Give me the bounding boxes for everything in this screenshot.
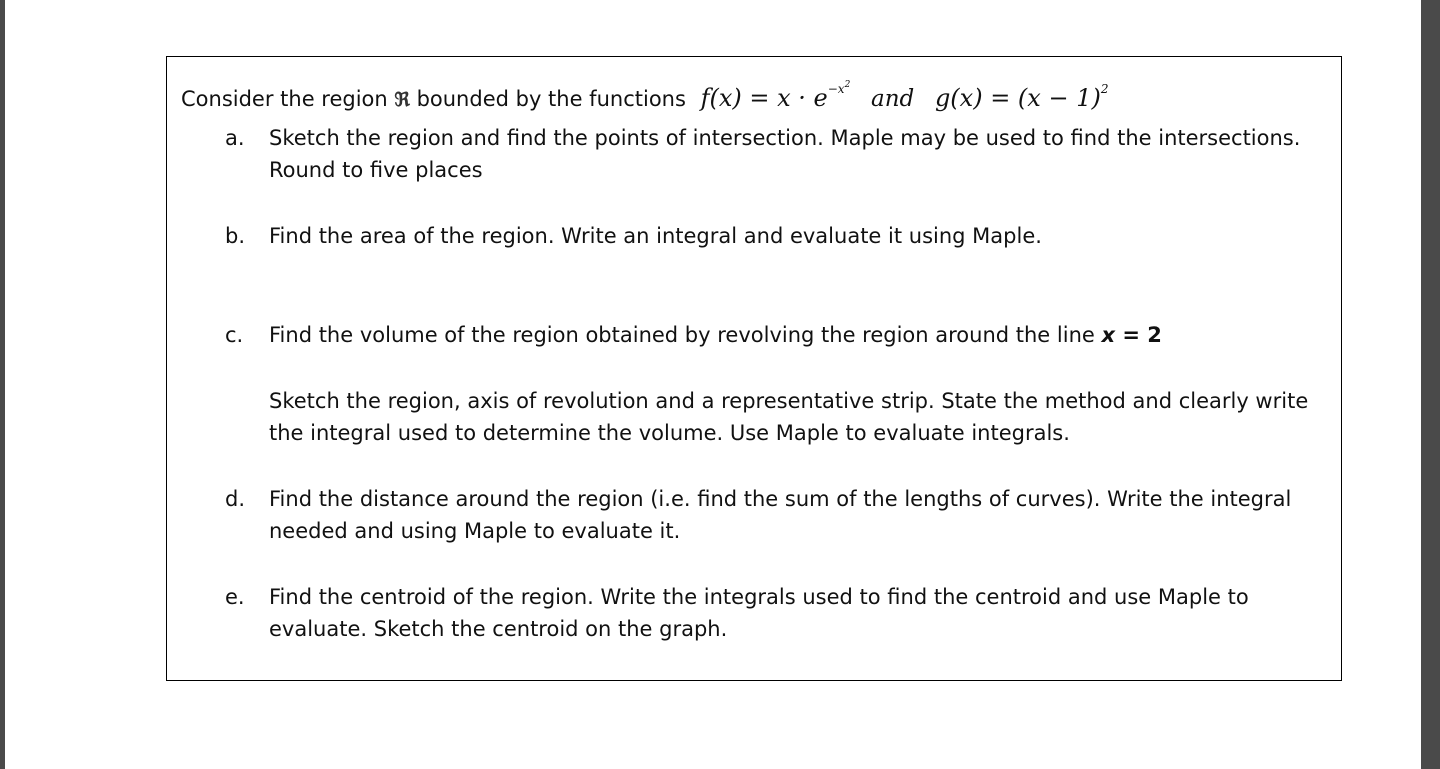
problem-intro	[181, 69, 1108, 116]
f-function: $f(x) = x \cdot e^{-x^2}$	[700, 80, 851, 112]
item-text: Find the volume of the region obtained by revolving the region around the line x = 2	[269, 323, 1162, 347]
item-marker: a.	[225, 126, 245, 150]
axis-value: 2	[1147, 323, 1162, 347]
item-text: Find the area of the region. Write an integral and evaluate it using Maple.	[269, 224, 1042, 248]
viewer-scrollbar[interactable]	[1421, 0, 1440, 769]
problem-box	[166, 56, 1342, 681]
item-marker: e.	[225, 585, 245, 609]
item-text: Sketch the region and find the points of intersection. Maple may be used to find the intersections. Round to five places	[269, 126, 1301, 182]
item-text: Find the distance around the region (i.e. find the sum of the lengths of curves). Write the integral needed and using Maple to evaluate it.	[269, 487, 1292, 543]
item-c-instructions: Sketch the region, axis of revolution and a representative strip. State the method and clearly write the integral used to determine the volume. Use Maple to evaluate integrals.	[269, 389, 1309, 445]
item-marker: d.	[225, 487, 246, 511]
region-symbol: ℜ	[394, 89, 410, 111]
intro-rest: bounded by the functions	[416, 87, 686, 111]
item-marker: b.	[225, 224, 246, 248]
g-function: $g(x) = (x - 1)^2$	[934, 82, 1109, 112]
item-text: Find the centroid of the region. Write the integrals used to find the centroid and use Maple to evaluate. Sketch the centroid on the graph.	[269, 585, 1249, 641]
item-marker: c.	[225, 323, 244, 347]
and-word: and	[871, 86, 915, 112]
intro-text: Consider the region	[181, 87, 388, 111]
axis-variable: x	[1101, 323, 1116, 347]
viewer-left-border	[0, 0, 5, 769]
